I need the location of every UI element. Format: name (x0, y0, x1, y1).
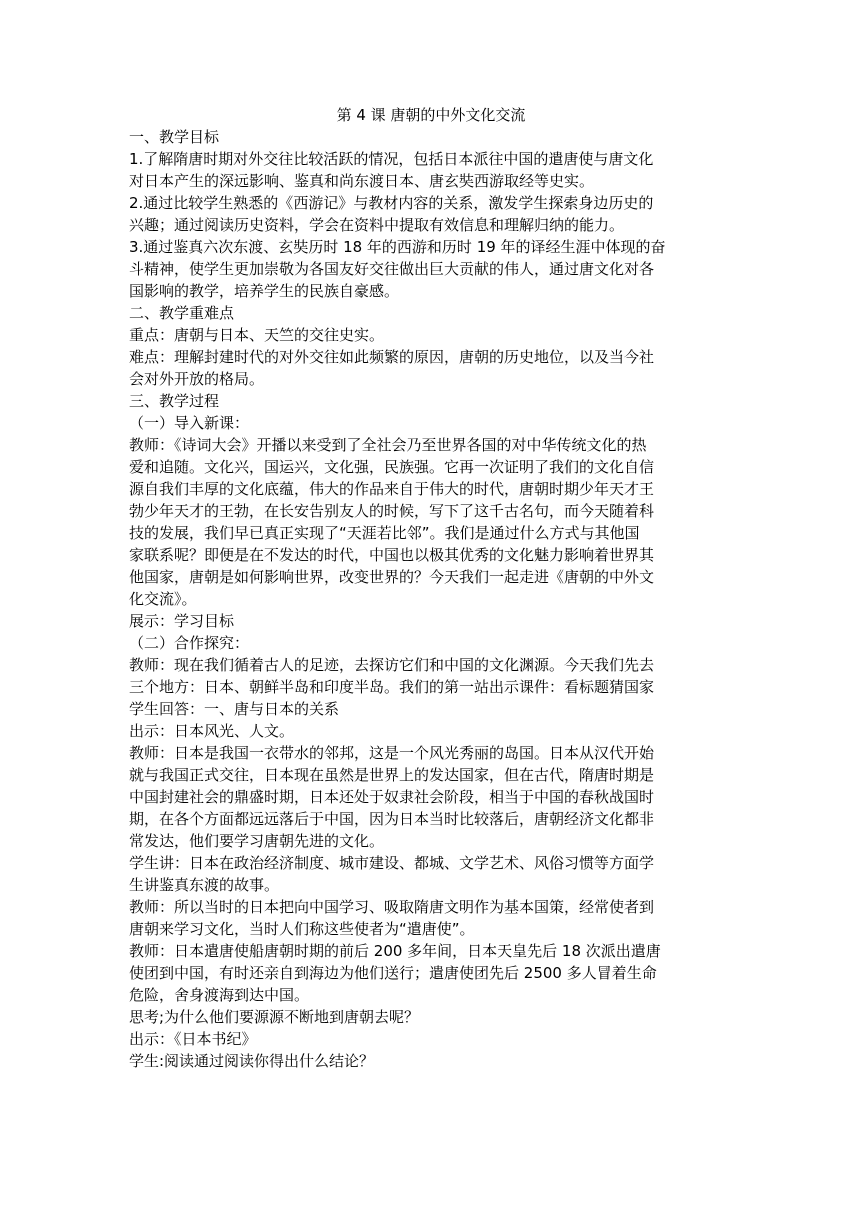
text-line: 唐朝来学习文化，当时人们称这些使者为“遣唐使”。 (129, 920, 475, 938)
text-line: 教师：日本遣唐使船唐朝时期的前后 200 多年间，日本天皇先后 18 次派出遣唐 (129, 942, 661, 960)
text-line: （一）导入新课： (129, 414, 250, 432)
text-line: 对日本产生的深远影响、鉴真和尚东渡日本、唐玄奘西游取经等史实。 (129, 172, 595, 190)
text-line: 3.通过鉴真六次东渡、玄奘历时 18 年的西游和历时 19 年的译经生涯中体现的奋 (129, 238, 666, 256)
text-line: 展示：学习目标 (129, 612, 235, 630)
text-line: 教师：所以当时的日本把向中国学习、吸取隋唐文明作为基本国策，经常使者到 (129, 898, 655, 916)
text-line: 2.通过比较学生熟悉的《西游记》与教材内容的关系，激发学生探索身边历史的 (129, 194, 654, 212)
text-line: 期，在各个方面都远远落后于中国，因为日本当时比较落后，唐朝经济文化都非 (129, 810, 655, 828)
text-line: 常发达，他们要学习唐朝先进的文化。 (129, 832, 385, 850)
text-line: 就与我国正式交往，日本现在虽然是世界上的发达国家，但在古代，隋唐时期是 (129, 766, 655, 784)
text-line: 学生讲：日本在政治经济制度、城市建设、都城、文学艺术、风俗习惯等方面学 (129, 854, 655, 872)
text-line: 家联系呢？即便是在不发达的时代，中国也以极其优秀的文化魅力影响着世界其 (129, 546, 655, 564)
text-line: 出示：《日本书纪》 (129, 1030, 257, 1048)
text-line: 学生回答：一、唐与日本的关系 (129, 700, 340, 718)
text-line: 1.了解隋唐时期对外交往比较活跃的情况，包括日本派往中国的遣唐使与唐文化 (129, 150, 654, 168)
text-line: 中国封建社会的鼎盛时期，日本还处于奴隶社会阶段，相当于中国的春秋战国时 (129, 788, 655, 806)
text-line: 国影响的教学，培养学生的民族自豪感。 (129, 282, 400, 300)
text-line: 生讲鉴真东渡的故事。 (129, 876, 280, 894)
document-body (129, 126, 733, 1072)
text-line: 难点：理解封建时代的对外交往如此频繁的原因，唐朝的历史地位，以及当今社 (129, 348, 655, 366)
text-line: 三、教学过程 (129, 392, 220, 410)
text-line: 爱和追随。文化兴，国运兴，文化强，民族强。它再一次证明了我们的文化自信 (129, 458, 655, 476)
text-line: 化交流》。 (129, 590, 197, 608)
text-line: 教师：日本是我国一衣带水的邻邦，这是一个风光秀丽的岛国。日本从汉代开始 (129, 744, 655, 762)
text-line: 技的发展，我们早已真正实现了“天涯若比邻”。我们是通过什么方式与其他国 (129, 524, 640, 542)
text-line: 教师：现在我们循着古人的足迹，去探访它们和中国的文化渊源。今天我们先去 (129, 656, 655, 674)
text-line: 源自我们丰厚的文化底蕴，伟大的作品来自于伟大的时代，唐朝时期少年天才王 (129, 480, 655, 498)
text-line: 会对外开放的格局。 (129, 370, 265, 388)
text-line: 使团到中国，有时还亲自到海边为他们送行；遣唐使团先后 2500 多人冒着生命 (129, 964, 657, 982)
text-line: 二、教学重难点 (129, 304, 235, 322)
text-line: 重点：唐朝与日本、天竺的交往史实。 (129, 326, 385, 344)
text-line: 三个地方：日本、朝鲜半岛和印度半岛。我们的第一站出示课件：看标题猜国家 (129, 678, 655, 696)
text-line: （二）合作探究： (129, 634, 250, 652)
document-page (129, 100, 733, 1072)
text-line: 学生:阅读通过阅读你得出什么结论？ (129, 1052, 375, 1070)
text-line: 出示：日本风光、人文。 (129, 722, 295, 740)
text-line: 危险，舍身渡海到达中国。 (129, 986, 310, 1004)
text-line: 一、教学目标 (129, 128, 220, 146)
text-line: 思考;为什么他们要源源不断地到唐朝去呢？ (129, 1008, 420, 1026)
text-line: 教师：《诗词大会》开播以来受到了全社会乃至世界各国的对中华传统文化的热 (129, 436, 647, 454)
text-line: 他国家，唐朝是如何影响世界，改变世界的？今天我们一起走进《唐朝的中外文 (129, 568, 655, 586)
text-line: 斗精神，使学生更加崇敬为各国友好交往做出巨大贡献的伟人，通过唐文化对各 (129, 260, 655, 278)
document-title: 第 4 课 唐朝的中外文化交流 (336, 106, 526, 124)
text-line: 兴趣；通过阅读历史资料，学会在资料中提取有效信息和理解归纳的能力。 (129, 216, 625, 234)
text-line: 勃少年天才的王勃，在长安告别友人的时候，写下了这千古名句，而今天随着科 (129, 502, 655, 520)
